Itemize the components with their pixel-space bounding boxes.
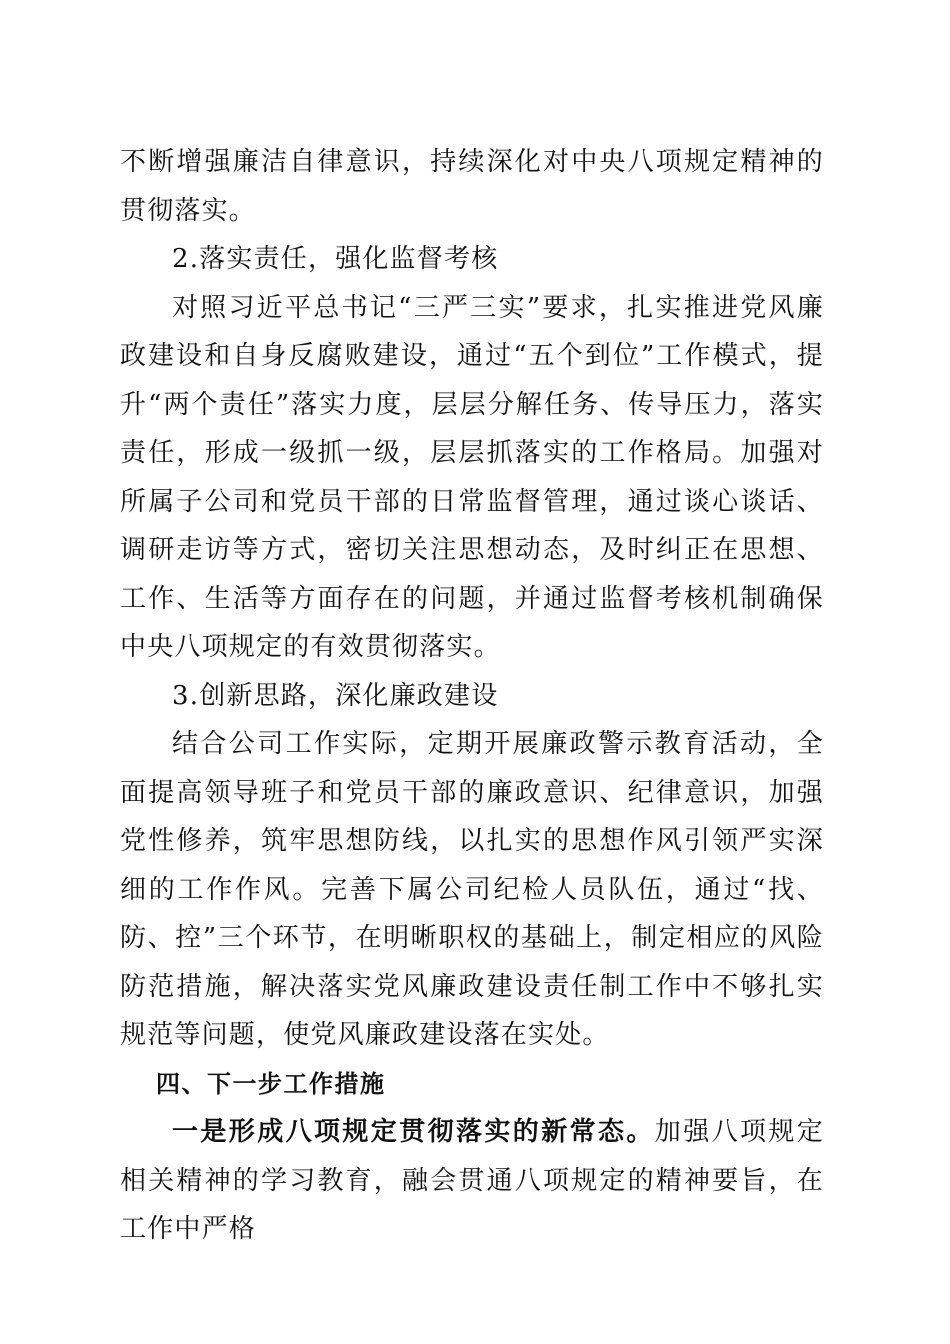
section-heading-next-steps: 四、下一步工作措施 [156,1069,386,1098]
paragraph-next-steps [120,1108,824,1254]
paragraph-innovation: 结合公司工作实际，定期开展廉政警示教育活动，全面提高领导班子和党员干部的廉政意识、纪律意识，加强党性修养，筑牢思想防线，以扎实的思想作风引领严实深细的工作作风。完善下属公司纪检人员队伍，通过“找、防、控”三个环节，在明晰职权的基础上，制定相应的风险防范措施，解决落实党风廉政建设责任制工作中不够扎实规范等问题，使党风廉政建设落在实处。 [120,729,824,1050]
paragraph-continuation: 不断增强廉洁自律意识，持续深化对中央八项规定精神的贯彻落实。 [120,147,824,226]
paragraph-responsibility: 对照习近平总书记“三严三实”要求，扎实推进党风廉政建设和自身反腐败建设，通过“五个到位”工作模式，提升“两个责任”落实力度，层层分解任务、传导压力，落实责任，形成一级抓一级，层层抓落实的工作格局。加强对所属子公司和党员干部的日常监督管理，通过谈心谈话、调研走访等方式，密切关注思想动态，及时纠正在思想、工作、生活等方面存在的问题，并通过监督考核机制确保中央八项规定的有效贯彻落实。 [120,292,824,662]
paragraph-lead-text: 一是形成八项规定贯彻落实的新常态。 [172,1117,655,1147]
document-page [120,138,824,1254]
subheading-innovation: 3.创新思路，深化廉政建设 [172,680,499,711]
subheading-responsibility: 2.落实责任，强化监督考核 [172,244,499,274]
paragraph-body-text: 加强八项规定相关精神的学习教育，融会贯通八项规定的精神要旨，在工作中严格 [120,1117,824,1244]
